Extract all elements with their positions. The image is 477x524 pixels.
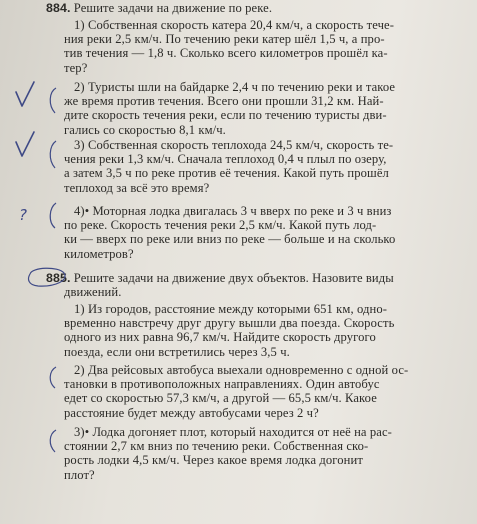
item-text: ния реки 2,5 км/ч. По течению реки катер шёл 1,5 ч, а про- — [64, 32, 385, 47]
item-line — [74, 19, 394, 32]
item-line — [64, 378, 380, 391]
item-line — [64, 109, 387, 122]
item-line — [64, 153, 387, 166]
bracket-item-3 — [50, 141, 56, 168]
item-text: 4)• Моторная лодка двигалась 3 ч вверх по реке и 3 ч вниз — [74, 204, 392, 218]
item-text: а затем 3,5 ч по реке против её течения. Какой путь прошёл — [64, 166, 389, 181]
item-text: плот? — [64, 467, 95, 482]
problem-heading — [64, 286, 122, 299]
item-line — [64, 248, 134, 261]
item-line — [64, 182, 209, 195]
item-line — [74, 205, 391, 218]
problem-heading — [46, 272, 394, 285]
item-text: стоянии 2,7 км вниз по течению реки. Собственная ско- — [64, 439, 369, 454]
bracket-item-885-2 — [50, 367, 56, 388]
problem-number: 885. — [46, 271, 71, 285]
item-line — [64, 233, 395, 246]
question-mark: ? — [19, 206, 27, 224]
item-text: же время против течения. Всего они прошли 31,2 км. Най- — [64, 94, 384, 109]
item-text: 2) Туристы шли на байдарке 2,4 ч по течению реки и такое — [74, 80, 396, 94]
item-line — [74, 426, 392, 439]
item-text: 3)• Лодка догоняет плот, который находится от неё на рас- — [74, 425, 392, 439]
check-mark-2 — [16, 132, 34, 156]
item-line — [74, 81, 395, 94]
item-text: дите скорость течения реки, если по течению туристы дви- — [64, 108, 387, 123]
item-line — [64, 469, 95, 482]
item-line — [64, 346, 290, 359]
item-line — [64, 392, 377, 405]
item-line — [64, 454, 363, 467]
item-text: 2) Два рейсовых автобуса выехали одновременно с одной ос- — [74, 363, 409, 377]
problem-number: 884. — [46, 1, 71, 15]
bracket-item-2 — [50, 88, 56, 113]
item-line — [64, 33, 385, 46]
item-text: 3) Собственная скорость теплохода 24,5 км/ч, скорость те- — [74, 138, 394, 152]
check-mark-1 — [16, 82, 34, 106]
item-text: 1) Собственная скорость катера 20,4 км/ч, а скорость тече- — [74, 18, 394, 32]
item-text: по реке. Скорость течения реки 2,5 км/ч. Какой путь лод- — [64, 218, 377, 233]
problem-heading-text: движений. — [64, 285, 122, 300]
item-text: гались со скоростью 8,1 км/ч. — [64, 122, 226, 137]
item-line — [64, 331, 376, 344]
item-line — [64, 95, 384, 108]
item-line — [74, 139, 393, 152]
item-line — [64, 219, 376, 232]
problem-heading-text: Решите задачи на движение двух объектов. Назовите виды — [70, 271, 394, 285]
item-line — [74, 303, 387, 316]
item-text: ки — вверх по реке или вниз по реке — больше и на сколько — [64, 232, 396, 247]
item-text: едет со скоростью 57,3 км/ч, а другой — 65,5 км/ч. Какое — [64, 391, 377, 406]
item-text: тановки в противоположных направлениях. Один автобус — [64, 377, 380, 392]
item-text: чения реки 1,3 км/ч. Сначала теплоход 0,4 ч плыл по озеру, — [64, 152, 387, 167]
item-line — [74, 364, 408, 377]
item-line — [64, 407, 319, 420]
item-text: временно навстречу друг другу вышли два поезда. Скорость — [64, 316, 395, 331]
bracket-item-4 — [50, 203, 56, 228]
item-line — [64, 47, 388, 60]
item-line — [64, 317, 394, 330]
item-text: километров? — [64, 246, 134, 261]
item-line — [64, 440, 368, 453]
item-text: поезда, если они встретились через 3,5 ч. — [64, 344, 290, 359]
item-text: расстояние будет между автобусами через 2 ч? — [64, 405, 319, 420]
problem-heading-text: Решите задачи на движение по реке. — [70, 1, 273, 15]
item-text: тив течения — 1,8 ч. Сколько всего километров прошёл ка- — [64, 46, 388, 61]
item-text: 1) Из городов, расстояние между которыми 651 км, одно- — [74, 302, 388, 316]
item-text: теплоход за всё это время? — [64, 180, 210, 195]
problem-heading — [46, 2, 272, 15]
item-line — [64, 124, 226, 137]
item-text: тер? — [64, 60, 88, 75]
item-text: одного из них равна 96,7 км/ч. Найдите скорость другого — [64, 330, 376, 345]
item-text: рость лодки 4,5 км/ч. Через какое время лодка догонит — [64, 453, 363, 468]
item-line — [64, 167, 389, 180]
bracket-item-885-3 — [50, 430, 56, 452]
item-line — [64, 62, 87, 75]
